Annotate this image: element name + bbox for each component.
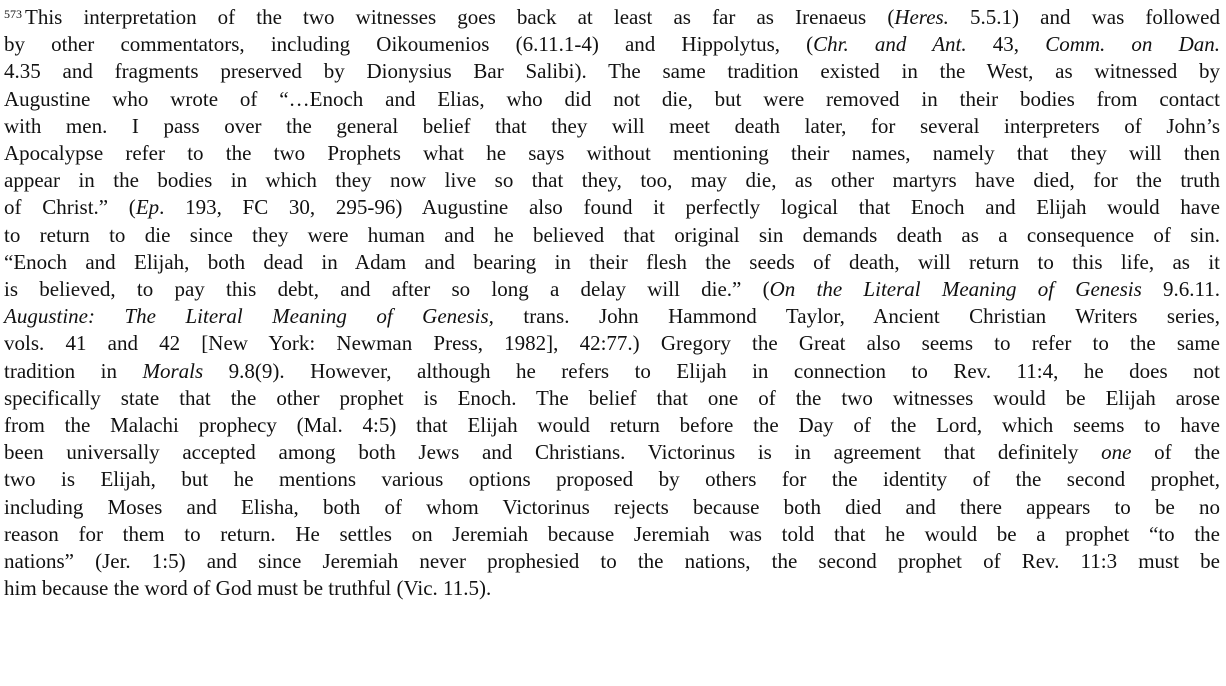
footnote-text: 9.8(9). However, although he refers to Elijah in connection to Rev. 11:4, he does not: [203, 358, 1220, 383]
footnote-line: [4, 575, 1220, 602]
footnote-text: This interpretation of the two witnesses goes back at least as far as Irenaeus (: [25, 5, 895, 29]
footnote-line: [4, 358, 1220, 385]
footnote-line: [4, 330, 1220, 357]
footnote-line: [4, 466, 1220, 493]
footnote-line: [4, 58, 1220, 85]
footnote-text: been universally accepted among both Jews and Christians. Victorinus is in agreement that definitely: [4, 440, 1102, 465]
footnote-text: is believed, to pay this debt, and after so long a delay will die.” (: [4, 277, 770, 302]
footnote-number: 573: [4, 7, 22, 21]
italic-citation: Augustine: The Literal Meaning of Genesis,: [4, 304, 494, 329]
footnote-text: “Enoch and Elijah, both dead in Adam and bearing in their flesh the seeds of death, will return to this life, as it: [4, 249, 1220, 274]
footnote-text: 9.6.11.: [1141, 277, 1221, 302]
italic-citation: Morals: [142, 358, 204, 383]
footnote-line: [4, 521, 1220, 548]
footnote-text: 43,: [966, 32, 1046, 57]
footnote-text: trans. John Hammond Taylor, Ancient Christian Writers series,: [493, 304, 1220, 329]
footnote-text: reason for them to return. He settles on Jeremiah because Jeremiah was told that he would be a prophet “to the: [4, 521, 1220, 546]
footnote-text: Apocalypse refer to the two Prophets what he says without mentioning their names, namely that they will then: [4, 141, 1220, 166]
footnote-line: [4, 194, 1220, 221]
footnote-text: tradition in: [4, 358, 143, 383]
footnote-text: of Christ.” (: [4, 195, 136, 220]
footnote-line: [4, 4, 1220, 31]
footnote-line: [4, 276, 1220, 303]
italic-citation: one: [1101, 440, 1132, 465]
footnote-text: two is Elijah, but he mentions various options proposed by others for the identity of the second prophet,: [4, 467, 1220, 492]
italic-citation: Ep: [135, 195, 160, 220]
footnote-line: [4, 412, 1220, 439]
footnote-text: . 193, FC 30, 295-96) Augustine also found it perfectly logical that Enoch and Elijah would have: [159, 195, 1220, 220]
footnote-text: 4.35 and fragments preserved by Dionysius Bar Salibi). The same tradition existed in the West, as witnessed by: [4, 59, 1220, 84]
footnote-text: of the: [1131, 440, 1220, 465]
footnote-line: [4, 385, 1220, 412]
footnote-body: [4, 4, 1220, 602]
footnote-line: [4, 439, 1220, 466]
footnote-text: with men. I pass over the general belief that they will meet death later, for several interpreters of John’s: [4, 113, 1220, 138]
footnote-line: [4, 113, 1220, 140]
footnote-text: from the Malachi prophecy (Mal. 4:5) that Elijah would return before the Day of the Lord, which seems to have: [4, 413, 1220, 438]
footnote-line: [4, 222, 1220, 249]
italic-citation: Chr. and Ant.: [813, 32, 967, 57]
footnote-line: [4, 167, 1220, 194]
footnote-573: [4, 4, 1220, 602]
footnote-text: 5.5.1) and was followed: [948, 5, 1220, 29]
italic-citation: Heres.: [894, 5, 949, 29]
footnote-line: [4, 31, 1220, 58]
italic-citation: Comm. on Dan.: [1045, 32, 1220, 57]
footnote-text: appear in the bodies in which they now live so that they, too, may die, as other martyrs have died, for the truth: [4, 168, 1220, 193]
footnote-line: [4, 140, 1220, 167]
footnote-line: [4, 303, 1220, 330]
footnote-text: vols. 41 and 42 [New York: Newman Press, 1982], 42:77.) Gregory the Great also seems to refer to the same: [4, 331, 1220, 356]
footnote-text: nations” (Jer. 1:5) and since Jeremiah never prophesied to the nations, the second prophet of Rev. 11:3 must be: [4, 549, 1220, 574]
footnote-line: [4, 548, 1220, 575]
footnote-line: [4, 494, 1220, 521]
footnote-line: [4, 86, 1220, 113]
italic-citation: On the Literal Meaning of Genesis: [769, 277, 1142, 302]
footnote-line: [4, 249, 1220, 276]
footnote-text: including Moses and Elisha, both of whom Victorinus rejects because both died and there appears to be no: [4, 494, 1220, 519]
footnote-text: to return to die since they were human and he believed that original sin demands death as a consequence of sin.: [4, 222, 1220, 247]
footnote-text: by other commentators, including Oikoumenios (6.11.1-4) and Hippolytus, (: [4, 32, 814, 57]
footnote-text: him because the word of God must be truthful (Vic. 11.5).: [4, 576, 492, 601]
footnote-text: specifically state that the other prophet is Enoch. The belief that one of the two witnesses would be Elijah arose: [4, 385, 1220, 410]
footnote-text: Augustine who wrote of “…Enoch and Elias, who did not die, but were removed in their bodies from contact: [4, 86, 1220, 111]
